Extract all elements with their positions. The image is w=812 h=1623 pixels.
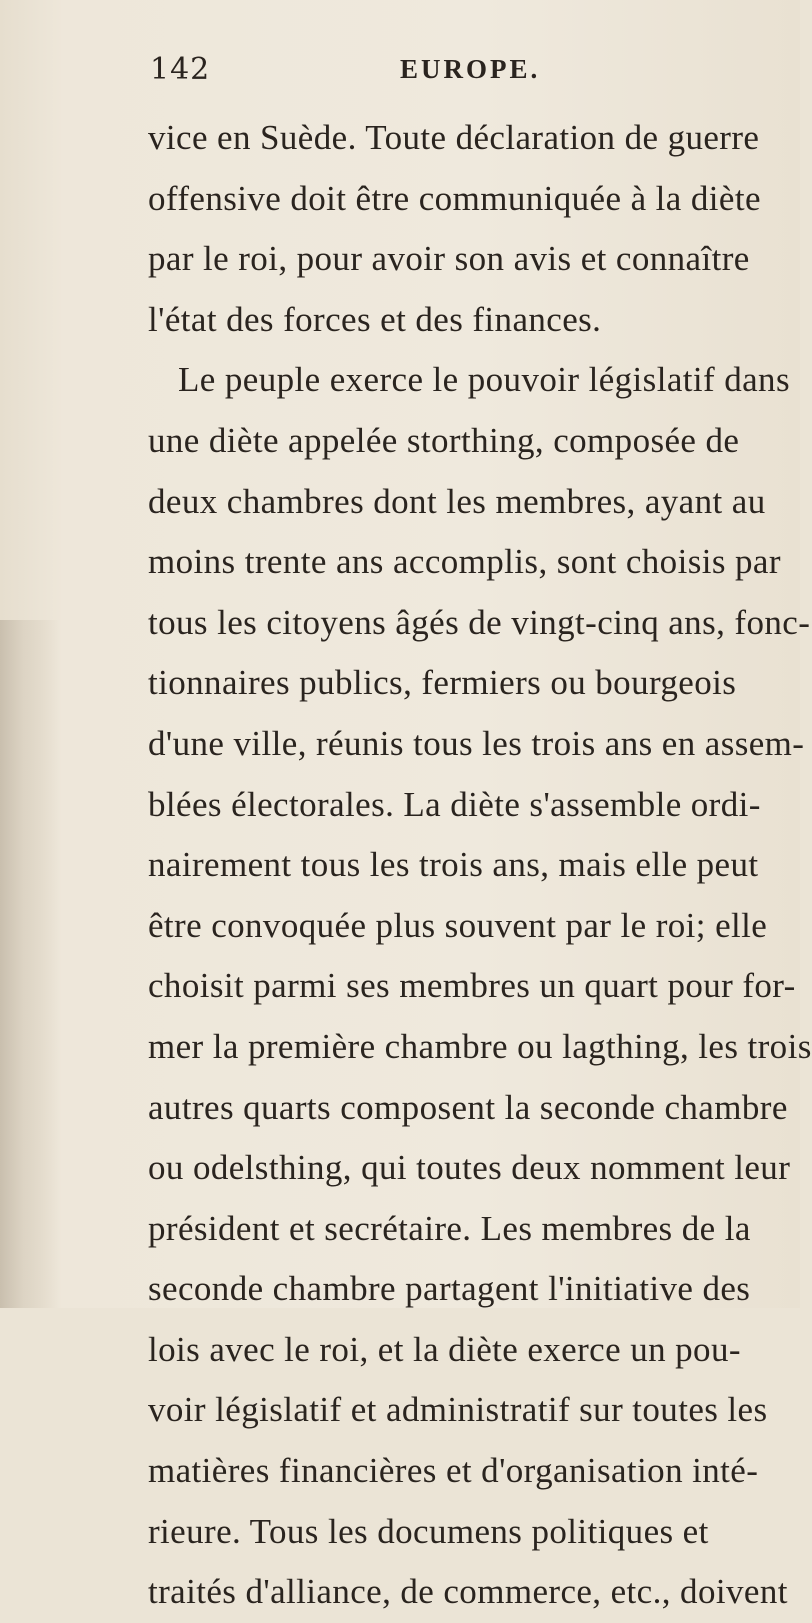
text-line: nairement tous les trois ans, mais elle peut: [148, 845, 759, 885]
text-line: tous les citoyens âgés de vingt-cinq ans, fonc-: [148, 602, 811, 642]
running-title: EUROPE.: [400, 54, 541, 84]
running-head: [0, 52, 800, 102]
text-line: traités d'alliance, de commerce, etc., doivent: [148, 1572, 788, 1612]
text-line: vice en Suède. Toute déclaration de guerre: [148, 118, 760, 157]
text-line: autres quarts composent la seconde chambre: [148, 1087, 788, 1127]
text-line: seconde chambre partagent l'initiative des: [148, 1269, 751, 1309]
text-line: deux chambres dont les membres, ayant au: [148, 481, 766, 521]
text-line: moins trente ans accomplis, sont choisis par: [148, 542, 781, 582]
text-line: mer la première chambre ou lagthing, les trois: [148, 1026, 812, 1066]
text-line: blées électorales. La diète s'assemble ordi-: [148, 784, 761, 824]
text-line: ou odelsthing, qui toutes deux nomment leur: [148, 1148, 791, 1188]
text-line: président et secrétaire. Les membres de la: [148, 1208, 751, 1248]
page-gutter-shadow: [0, 620, 60, 1308]
text-line: voir législatif et administratif sur toutes les: [148, 1390, 768, 1430]
text-line: offensive doit être communiquée à la diète: [148, 178, 761, 218]
text-line: d'une ville, réunis tous les trois ans en assem-: [148, 723, 805, 763]
text-line: choisit parmi ses membres un quart pour for-: [148, 966, 796, 1006]
page-number: 142: [150, 52, 211, 87]
text-line: une diète appelée storthing, composée de: [148, 420, 740, 460]
body-text: [148, 108, 812, 1612]
text-line: matières financières et d'organisation inté-: [148, 1451, 759, 1491]
text-line: l'état des forces et des finances.: [148, 299, 602, 339]
text-line: lois avec le roi, et la diète exerce un pou-: [148, 1329, 741, 1369]
text-line: tionnaires publics, fermiers ou bourgeois: [148, 663, 737, 703]
text-line: rieure. Tous les documens politiques et: [148, 1511, 709, 1551]
text-line: être convoquée plus souvent par le roi; elle: [148, 905, 768, 945]
paragraph-start-line: Le peuple exerce le pouvoir législatif dans: [178, 360, 790, 400]
text-line: par le roi, pour avoir son avis et connaître: [148, 239, 750, 279]
